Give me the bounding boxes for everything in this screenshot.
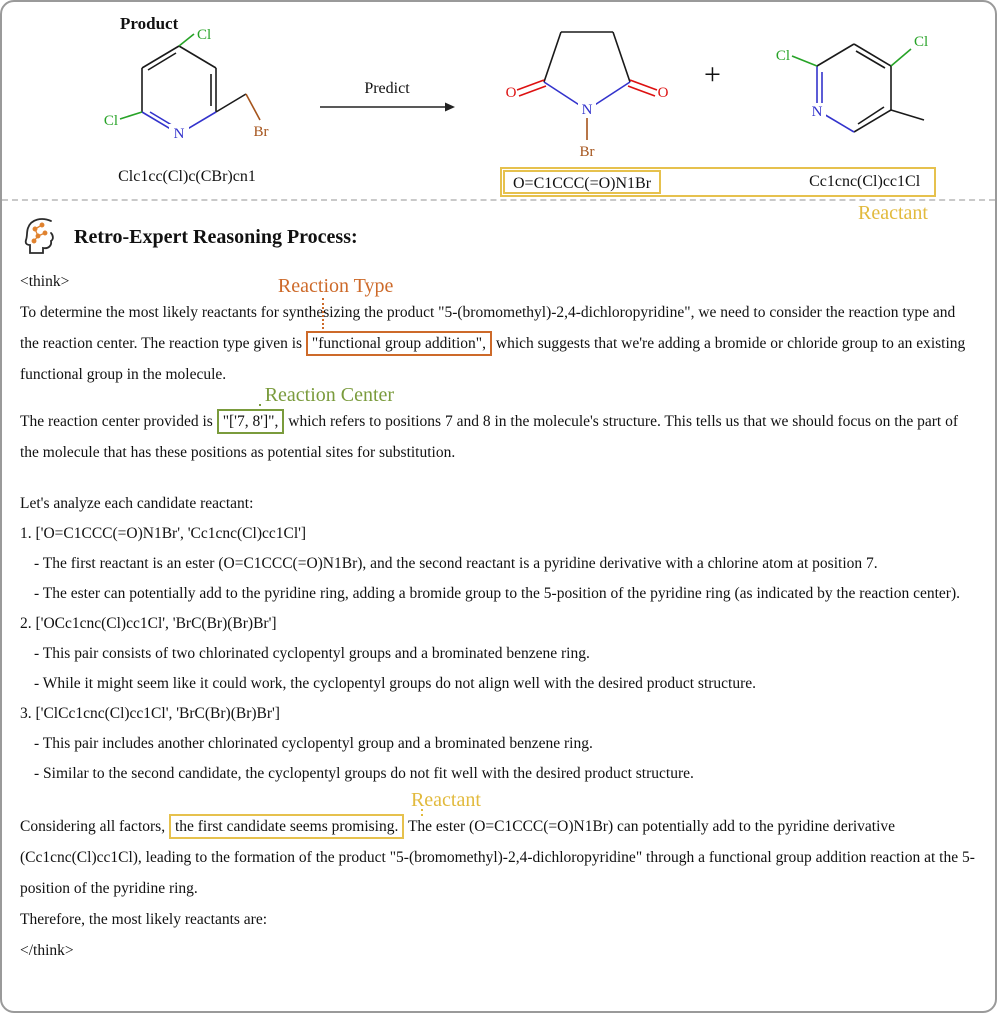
reasoning-panel xyxy=(2,204,995,976)
reaction-center-label: Reaction Center xyxy=(264,384,395,406)
product-smiles: Clc1cc(Cl)c(CBr)cn1 xyxy=(118,168,256,185)
atom-cl: Cl xyxy=(197,28,212,43)
reactant1-smiles: O=C1CCC(=O)N1Br xyxy=(503,170,661,194)
reactant2-molecule xyxy=(754,14,964,154)
reactant-smiles-box xyxy=(500,167,936,197)
reaction-center-text: "['7, 8']", xyxy=(222,413,279,430)
plus-sign: + xyxy=(704,58,721,91)
retro-expert-head-icon xyxy=(20,216,64,258)
p1-post: which suggests that we're adding a bromide or chloride group to an existing functional group in the molecule. xyxy=(20,335,966,383)
reactant2-smiles: Cc1cnc(Cl)cc1Cl xyxy=(809,173,921,190)
reactant-label: Reactant xyxy=(410,789,481,811)
candidate-2-note-b: - While it might seem like it could work, the cyclopentyl groups do not align well with the desired product structure. xyxy=(34,675,757,692)
p1-pre: To determine the most likely reactants for synthesizing the product "5-(bromomethyl)-2,4-dichloropyridine", we need to consider the reaction type and the reaction center. The reaction type given is xyxy=(20,304,956,352)
candidate-3-note-b: - Similar to the second candidate, the cyclopentyl groups do not fit well with the desired product structure. xyxy=(34,765,694,782)
candidate-1-note-b: - The ester can potentially add to the pyridine ring, adding a bromide group to the 5-position of the pyridine ring (as indicated by the reaction center). xyxy=(34,585,960,602)
paragraph-therefore: Therefore, the most likely reactants are: xyxy=(20,911,268,928)
analysis-intro: Let's analyze each candidate reactant: xyxy=(20,495,254,512)
reaction-center-highlight xyxy=(217,384,395,434)
paragraph-conclusion xyxy=(20,789,977,904)
reasoning-title: Retro-Expert Reasoning Process: xyxy=(74,225,358,248)
candidate-1-note-a: - The first reactant is an ester (O=C1CCC(=O)N1Br), and the second reactant is a pyridine derivative with a chlorine atom at position 7. xyxy=(34,555,878,572)
atom-br: Br xyxy=(253,124,269,140)
candidate-2-note-a: - This pair consists of two chlorinated cyclopentyl groups and a brominated benzene ring. xyxy=(34,645,590,662)
atom-cl: Cl xyxy=(914,34,929,50)
p2-pre: The reaction center provided is xyxy=(20,413,217,430)
candidate-analysis xyxy=(20,489,977,789)
reaction-panel xyxy=(2,2,995,224)
reaction-arrow-icon xyxy=(320,100,455,114)
atom-o: O xyxy=(505,85,517,101)
atom-n: N xyxy=(811,104,823,120)
candidate-3-note-a: - This pair includes another chlorinated cyclopentyl group and a brominated benzene ring. xyxy=(34,735,593,752)
atom-n: N xyxy=(581,102,593,118)
product-molecule xyxy=(84,28,284,168)
reaction-center-connector xyxy=(259,404,261,411)
p3-pre: Considering all factors, xyxy=(20,818,169,835)
reactant1-molecule xyxy=(497,8,677,168)
atom-o: O xyxy=(657,85,669,101)
atom-cl: Cl xyxy=(103,113,118,129)
reactant-highlight xyxy=(169,789,481,839)
atom-n: N xyxy=(173,126,185,142)
atom-cl: Cl xyxy=(775,48,790,64)
candidate-1: 1. ['O=C1CCC(=O)N1Br', 'Cc1cnc(Cl)cc1Cl'] xyxy=(20,525,307,542)
reasoning-header xyxy=(20,204,977,258)
reaction-type-text: "functional group addition", xyxy=(311,335,487,352)
reaction-type-highlight xyxy=(277,275,492,356)
p2-post: which refers to positions 7 and 8 in the molecule's structure. This tells us that we should focus on the part of the molecule that has these positions as potential sites for substitution. xyxy=(20,413,959,461)
think-open-tag: <think> xyxy=(20,273,70,290)
reactant-text: the first candidate seems promising. xyxy=(174,818,399,835)
think-close-tag: </think> xyxy=(20,942,74,959)
reaction-type-connector xyxy=(322,298,324,333)
p3-post: The ester (O=C1CCC(=O)N1Br) can potentially add to the pyridine derivative (Cc1cnc(Cl)cc1Cl), leading to the formation of the product "5-(bromomethyl)-2,4-dichloropyridine" through a functional group addition reaction at the 5-position of the pyridine ring. xyxy=(20,818,975,897)
reactant-connector xyxy=(421,809,423,816)
dashed-divider xyxy=(2,199,995,201)
reaction-type-label: Reaction Type xyxy=(277,275,394,297)
paragraph-reaction-center xyxy=(20,384,977,468)
reactant-caption: Reactant xyxy=(858,202,928,224)
candidate-2: 2. ['OCc1cnc(Cl)cc1Cl', 'BrC(Br)(Br)Br'] xyxy=(20,615,277,632)
candidate-3: 3. ['ClCc1cnc(Cl)cc1Cl', 'BrC(Br)(Br)Br'] xyxy=(20,705,280,722)
predict-label: Predict xyxy=(364,80,410,97)
atom-br: Br xyxy=(579,144,595,160)
product-label: Product xyxy=(120,14,179,33)
